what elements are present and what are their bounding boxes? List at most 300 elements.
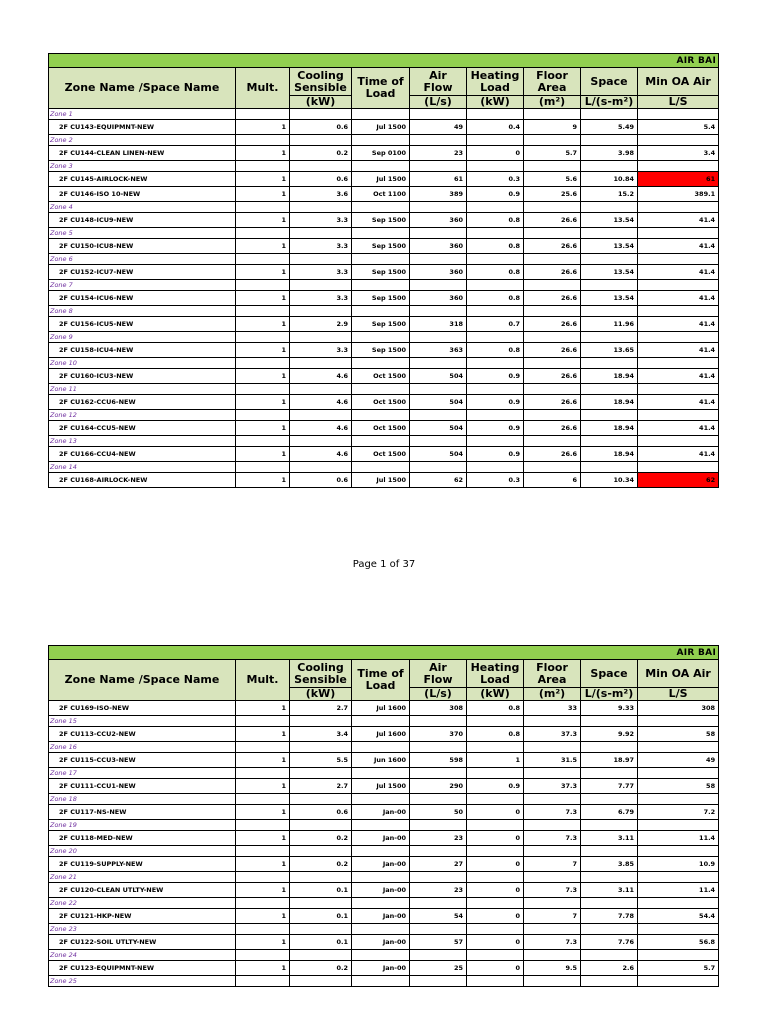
zone-label-row <box>49 280 719 291</box>
cell: 3.3 <box>290 343 352 358</box>
cell: 1 <box>236 473 290 488</box>
cell: Jan-00 <box>352 805 410 820</box>
cell: 18.94 <box>581 395 638 410</box>
cell: 7.2 <box>638 805 719 820</box>
cell: 0.2 <box>290 857 352 872</box>
table-row <box>49 343 719 358</box>
cell: 61 <box>638 172 719 187</box>
cell: 0.4 <box>467 120 524 135</box>
zone-label: Zone 12 <box>49 410 236 421</box>
cell: 308 <box>410 701 467 716</box>
table-row <box>49 265 719 280</box>
cell: 3.3 <box>290 291 352 306</box>
cell: 10.34 <box>581 473 638 488</box>
cell: 504 <box>410 395 467 410</box>
cell: 0.2 <box>290 831 352 846</box>
zone-label-row <box>49 950 719 961</box>
cell: 33 <box>524 701 581 716</box>
cell: 2F CU158-ICU4-NEW <box>49 343 236 358</box>
cell: 41.4 <box>638 343 719 358</box>
cell: 0.3 <box>467 473 524 488</box>
cell: 7.76 <box>581 935 638 950</box>
zone-label-row <box>49 820 719 831</box>
zone-label-row <box>49 898 719 909</box>
cell: 41.4 <box>638 239 719 254</box>
cell: 26.6 <box>524 343 581 358</box>
cell: Jan-00 <box>352 883 410 898</box>
cell: 504 <box>410 447 467 462</box>
cell: 7.3 <box>524 831 581 846</box>
cell: 13.54 <box>581 239 638 254</box>
cell: 0.1 <box>290 883 352 898</box>
table-row <box>49 369 719 384</box>
cell: 4.6 <box>290 395 352 410</box>
table-title: AIR BAI <box>49 646 719 660</box>
cell: 1 <box>236 317 290 332</box>
cell: Sep 1500 <box>352 239 410 254</box>
cell: 49 <box>410 120 467 135</box>
cell: 0.8 <box>467 265 524 280</box>
cell: 5.5 <box>290 753 352 768</box>
cell: 2F CU154-ICU6-NEW <box>49 291 236 306</box>
cell: 54.4 <box>638 909 719 924</box>
cell: 0.9 <box>467 395 524 410</box>
cell: 2F CU148-ICU9-NEW <box>49 213 236 228</box>
cell: 49 <box>638 753 719 768</box>
cell: Jul 1600 <box>352 701 410 716</box>
page-number: Page 1 of 37 <box>352 559 416 570</box>
cell: 1 <box>236 961 290 976</box>
column-header: Cooling Sensible <box>290 660 352 688</box>
table-row <box>49 727 719 742</box>
cell: 18.97 <box>581 753 638 768</box>
zone-label: Zone 10 <box>49 358 236 369</box>
column-unit: (L/s) <box>410 96 467 109</box>
cell: 2F CU123-EQUIPMNT-NEW <box>49 961 236 976</box>
cell: 2F CU169-ISO-NEW <box>49 701 236 716</box>
cell: 0 <box>467 831 524 846</box>
cell: 3.85 <box>581 857 638 872</box>
cell: 2F CU122-SOIL UTLTY-NEW <box>49 935 236 950</box>
table-row <box>49 187 719 202</box>
cell: 62 <box>638 473 719 488</box>
cell: Oct 1500 <box>352 369 410 384</box>
cell: 41.4 <box>638 291 719 306</box>
cell: 1 <box>236 343 290 358</box>
cell: 13.54 <box>581 291 638 306</box>
cell: 0.1 <box>290 935 352 950</box>
cell: Jul 1500 <box>352 172 410 187</box>
cell: 1 <box>236 146 290 161</box>
cell: 1 <box>236 291 290 306</box>
cell: 0 <box>467 857 524 872</box>
zone-label-row <box>49 794 719 805</box>
cell: 290 <box>410 779 467 794</box>
table-row <box>49 701 719 716</box>
cell: 0.6 <box>290 172 352 187</box>
column-unit: (kW) <box>290 96 352 109</box>
zone-label: Zone 7 <box>49 280 236 291</box>
cell: Jul 1600 <box>352 727 410 742</box>
cell: 5.7 <box>638 961 719 976</box>
cell: 0.3 <box>467 172 524 187</box>
cell: 2F CU168-AIRLOCK-NEW <box>49 473 236 488</box>
zone-label: Zone 15 <box>49 716 236 727</box>
zone-label-row <box>49 332 719 343</box>
column-header: Zone Name /Space Name <box>49 660 236 701</box>
cell: 1 <box>236 369 290 384</box>
cell: 2F CU146-ISO 10-NEW <box>49 187 236 202</box>
cell: 11.96 <box>581 317 638 332</box>
column-unit: (L/s) <box>410 688 467 701</box>
zone-label: Zone 24 <box>49 950 236 961</box>
cell: 41.4 <box>638 447 719 462</box>
cell: 9.33 <box>581 701 638 716</box>
cell: Sep 0100 <box>352 146 410 161</box>
cell: 363 <box>410 343 467 358</box>
cell: 54 <box>410 909 467 924</box>
cell: 1 <box>236 727 290 742</box>
cell: 1 <box>236 779 290 794</box>
cell: 6.79 <box>581 805 638 820</box>
cell: 360 <box>410 213 467 228</box>
cell: 1 <box>236 909 290 924</box>
cell: 26.6 <box>524 239 581 254</box>
column-unit: L/(s-m²) <box>581 688 638 701</box>
column-header: Zone Name /Space Name <box>49 68 236 109</box>
cell: 1 <box>467 753 524 768</box>
table-row <box>49 421 719 436</box>
zone-label-row <box>49 228 719 239</box>
cell: 3.6 <box>290 187 352 202</box>
cell: Jan-00 <box>352 857 410 872</box>
zone-label-row <box>49 924 719 935</box>
cell: 4.6 <box>290 369 352 384</box>
cell: 0.6 <box>290 805 352 820</box>
cell: 3.3 <box>290 239 352 254</box>
cell: Jan-00 <box>352 961 410 976</box>
cell: 0.6 <box>290 473 352 488</box>
cell: 0.8 <box>467 343 524 358</box>
column-header: Space <box>581 660 638 688</box>
table-row <box>49 317 719 332</box>
cell: 7 <box>524 909 581 924</box>
cell: Oct 1500 <box>352 421 410 436</box>
table-row <box>49 291 719 306</box>
zone-label: Zone 5 <box>49 228 236 239</box>
cell: 0 <box>467 909 524 924</box>
cell: 37.3 <box>524 727 581 742</box>
cell: 31.5 <box>524 753 581 768</box>
cell: 7 <box>524 857 581 872</box>
cell: 1 <box>236 213 290 228</box>
zone-label: Zone 14 <box>49 462 236 473</box>
cell: 41.4 <box>638 213 719 228</box>
cell: 7.3 <box>524 805 581 820</box>
zone-label-row <box>49 462 719 473</box>
table-title: AIR BAI <box>49 54 719 68</box>
cell: 26.6 <box>524 395 581 410</box>
table-row <box>49 213 719 228</box>
zone-label: Zone 1 <box>49 109 236 120</box>
table-row <box>49 172 719 187</box>
cell: 26.6 <box>524 265 581 280</box>
cell: 2F CU150-ICU8-NEW <box>49 239 236 254</box>
cell: 389.1 <box>638 187 719 202</box>
cell: 41.4 <box>638 369 719 384</box>
column-header: Space <box>581 68 638 96</box>
zone-label-row <box>49 872 719 883</box>
cell: 1 <box>236 447 290 462</box>
cell: Sep 1500 <box>352 317 410 332</box>
zone-label-row <box>49 358 719 369</box>
table-row <box>49 831 719 846</box>
cell: 1 <box>236 701 290 716</box>
cell: 1 <box>236 265 290 280</box>
cell: 0.2 <box>290 961 352 976</box>
cell: 360 <box>410 291 467 306</box>
cell: Jul 1500 <box>352 779 410 794</box>
zone-label-row <box>49 109 719 120</box>
zone-label: Zone 19 <box>49 820 236 831</box>
cell: 2F CU152-ICU7-NEW <box>49 265 236 280</box>
cell: 7.3 <box>524 935 581 950</box>
cell: 26.6 <box>524 291 581 306</box>
zone-label-row <box>49 742 719 753</box>
zone-label: Zone 13 <box>49 436 236 447</box>
cell: 7.78 <box>581 909 638 924</box>
table-row <box>49 857 719 872</box>
cell: 3.3 <box>290 213 352 228</box>
cell: 2.6 <box>581 961 638 976</box>
report-table-page-1 <box>48 53 718 488</box>
cell: 0 <box>467 935 524 950</box>
cell: 0 <box>467 805 524 820</box>
cell: Sep 1500 <box>352 291 410 306</box>
cell: 50 <box>410 805 467 820</box>
table-row <box>49 909 719 924</box>
cell: 23 <box>410 831 467 846</box>
air-balance-table <box>48 53 719 488</box>
cell: 2F CU144-CLEAN LINEN-NEW <box>49 146 236 161</box>
cell: 3.3 <box>290 265 352 280</box>
cell: Jul 1500 <box>352 120 410 135</box>
zone-label-row <box>49 135 719 146</box>
cell: 57 <box>410 935 467 950</box>
cell: Sep 1500 <box>352 343 410 358</box>
cell: 9.92 <box>581 727 638 742</box>
cell: 1 <box>236 172 290 187</box>
cell: 1 <box>236 395 290 410</box>
cell: 2.9 <box>290 317 352 332</box>
cell: 2F CU113-CCU2-NEW <box>49 727 236 742</box>
zone-label-row <box>49 976 719 987</box>
cell: 389 <box>410 187 467 202</box>
cell: 0.8 <box>467 291 524 306</box>
cell: 4.6 <box>290 421 352 436</box>
cell: 61 <box>410 172 467 187</box>
column-unit: L/S <box>638 96 719 109</box>
column-header: Min OA Air <box>638 68 719 96</box>
cell: 26.6 <box>524 213 581 228</box>
column-unit: L/S <box>638 688 719 701</box>
zone-label: Zone 16 <box>49 742 236 753</box>
cell: 0.6 <box>290 120 352 135</box>
zone-label-row <box>49 410 719 421</box>
cell: 504 <box>410 421 467 436</box>
cell: 26.6 <box>524 447 581 462</box>
cell: 1 <box>236 883 290 898</box>
cell: 1 <box>236 857 290 872</box>
cell: 2F CU111-CCU1-NEW <box>49 779 236 794</box>
cell: 0.2 <box>290 146 352 161</box>
cell: 2F CU121-HKP-NEW <box>49 909 236 924</box>
report-table-page-2 <box>48 645 718 987</box>
column-header: Mult. <box>236 68 290 109</box>
cell: 504 <box>410 369 467 384</box>
cell: 0.9 <box>467 187 524 202</box>
cell: 4.6 <box>290 447 352 462</box>
table-row <box>49 779 719 794</box>
cell: 5.4 <box>638 120 719 135</box>
cell: Sep 1500 <box>352 265 410 280</box>
cell: 0.1 <box>290 909 352 924</box>
cell: 10.9 <box>638 857 719 872</box>
table-row <box>49 883 719 898</box>
column-unit: (kW) <box>290 688 352 701</box>
cell: 0 <box>467 883 524 898</box>
cell: 56.8 <box>638 935 719 950</box>
cell: 1 <box>236 935 290 950</box>
cell: Sep 1500 <box>352 213 410 228</box>
cell: 3.11 <box>581 883 638 898</box>
cell: Jan-00 <box>352 831 410 846</box>
cell: 2F CU143-EQUIPMNT-NEW <box>49 120 236 135</box>
zone-label-row <box>49 306 719 317</box>
zone-label: Zone 25 <box>49 976 236 987</box>
cell: 0.8 <box>467 701 524 716</box>
cell: 5.49 <box>581 120 638 135</box>
cell: 0.8 <box>467 239 524 254</box>
column-header: Mult. <box>236 660 290 701</box>
cell: 1 <box>236 239 290 254</box>
cell: Jan-00 <box>352 935 410 950</box>
cell: 0 <box>467 961 524 976</box>
cell: 3.11 <box>581 831 638 846</box>
cell: 2F CU156-ICU5-NEW <box>49 317 236 332</box>
cell: 26.6 <box>524 421 581 436</box>
cell: 7.3 <box>524 883 581 898</box>
cell: 1 <box>236 753 290 768</box>
cell: 2F CU118-MED-NEW <box>49 831 236 846</box>
cell: 3.4 <box>290 727 352 742</box>
cell: 13.54 <box>581 265 638 280</box>
cell: 2F CU166-CCU4-NEW <box>49 447 236 462</box>
zone-label: Zone 17 <box>49 768 236 779</box>
cell: 2F CU162-CCU6-NEW <box>49 395 236 410</box>
table-row <box>49 961 719 976</box>
cell: 23 <box>410 883 467 898</box>
column-unit: L/(s-m²) <box>581 96 638 109</box>
cell: 18.94 <box>581 447 638 462</box>
cell: 3.98 <box>581 146 638 161</box>
zone-label: Zone 11 <box>49 384 236 395</box>
cell: 10.84 <box>581 172 638 187</box>
cell: 3.4 <box>638 146 719 161</box>
cell: 360 <box>410 265 467 280</box>
column-header: Heating Load <box>467 660 524 688</box>
column-header: Floor Area <box>524 660 581 688</box>
zone-label: Zone 6 <box>49 254 236 265</box>
cell: 360 <box>410 239 467 254</box>
cell: 58 <box>638 779 719 794</box>
cell: Oct 1500 <box>352 447 410 462</box>
column-header: Time of Load <box>352 660 410 701</box>
air-balance-table <box>48 645 719 987</box>
cell: 25 <box>410 961 467 976</box>
cell: 13.65 <box>581 343 638 358</box>
cell: 11.4 <box>638 883 719 898</box>
cell: 1 <box>236 805 290 820</box>
cell: 26.6 <box>524 369 581 384</box>
cell: 1 <box>236 831 290 846</box>
cell: 2F CU119-SUPPLY-NEW <box>49 857 236 872</box>
column-header: Heating Load <box>467 68 524 96</box>
cell: Oct 1100 <box>352 187 410 202</box>
zone-label: Zone 18 <box>49 794 236 805</box>
table-row <box>49 805 719 820</box>
cell: 0 <box>467 146 524 161</box>
cell: Jun 1600 <box>352 753 410 768</box>
column-unit: (kW) <box>467 96 524 109</box>
cell: 9 <box>524 120 581 135</box>
column-header: Air Flow <box>410 68 467 96</box>
cell: 5.6 <box>524 172 581 187</box>
cell: 9.5 <box>524 961 581 976</box>
cell: 0.9 <box>467 779 524 794</box>
column-header: Air Flow <box>410 660 467 688</box>
cell: 2F CU117-NS-NEW <box>49 805 236 820</box>
cell: 1 <box>236 187 290 202</box>
cell: 5.7 <box>524 146 581 161</box>
cell: 41.4 <box>638 421 719 436</box>
cell: 41.4 <box>638 317 719 332</box>
cell: 2F CU120-CLEAN UTLTY-NEW <box>49 883 236 898</box>
cell: 2F CU164-CCU5-NEW <box>49 421 236 436</box>
cell: 18.94 <box>581 369 638 384</box>
cell: 0.8 <box>467 213 524 228</box>
column-header: Floor Area <box>524 68 581 96</box>
cell: 41.4 <box>638 265 719 280</box>
column-header: Min OA Air <box>638 660 719 688</box>
cell: 0.9 <box>467 369 524 384</box>
table-row <box>49 935 719 950</box>
column-header: Cooling Sensible <box>290 68 352 96</box>
cell: 598 <box>410 753 467 768</box>
cell: 308 <box>638 701 719 716</box>
cell: 2F CU145-AIRLOCK-NEW <box>49 172 236 187</box>
cell: 6 <box>524 473 581 488</box>
cell: 2F CU115-CCU3-NEW <box>49 753 236 768</box>
cell: 0.9 <box>467 447 524 462</box>
cell: 37.3 <box>524 779 581 794</box>
column-unit: (kW) <box>467 688 524 701</box>
cell: 41.4 <box>638 395 719 410</box>
cell: 0.7 <box>467 317 524 332</box>
zone-label-row <box>49 161 719 172</box>
cell: 25.6 <box>524 187 581 202</box>
zone-label: Zone 20 <box>49 846 236 857</box>
